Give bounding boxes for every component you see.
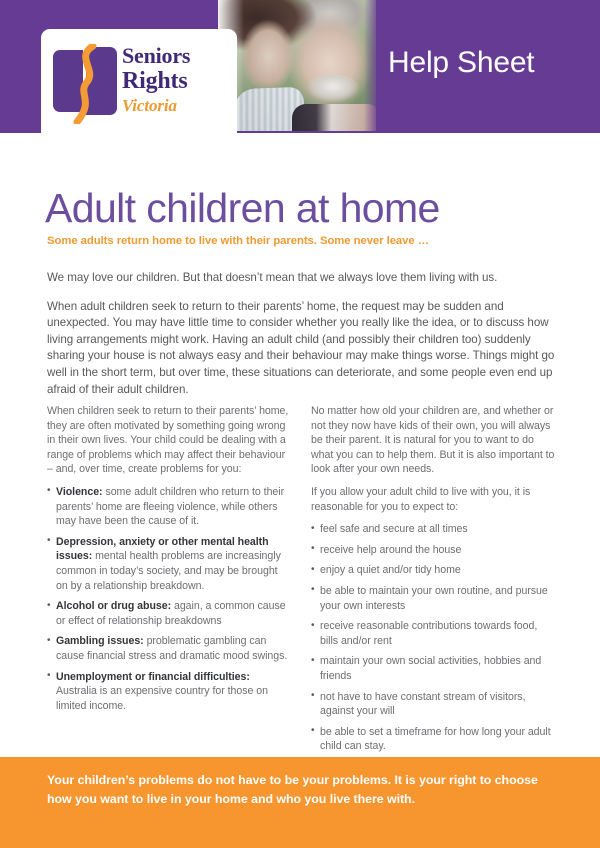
two-column-section xyxy=(47,404,555,760)
left-column-list xyxy=(47,485,291,713)
list-item-text: again, a common cause or effect of relationship breakdowns xyxy=(56,600,286,627)
list-item-text: some adult children who return to their parents’ home are fleeing violence, while others may have been the cause of it. xyxy=(56,485,285,528)
right-column-list xyxy=(311,522,555,754)
list-item xyxy=(47,535,291,593)
intro-section xyxy=(47,270,555,410)
logo-wave-icon xyxy=(67,44,103,124)
list-item: • not have to have constant stream of visitors, against your will xyxy=(311,690,555,719)
header-band xyxy=(0,0,600,133)
list-item-term: Unemployment or financial difficulties: xyxy=(56,670,250,683)
logo-line-victoria: Victoria xyxy=(122,96,177,115)
list-item: • be able to maintain your own routine, and pursue your own interests xyxy=(311,584,555,613)
right-column xyxy=(311,404,555,760)
page-kicker: Some adults return home to live with their parents. Some never leave … xyxy=(47,235,429,247)
logo-line-rights: Rights xyxy=(122,68,188,94)
list-item: • be able to set a timeframe for how long your adult child can stay. xyxy=(311,725,555,754)
footer-message: Your children’s problems do not have to be your problems. It is your right to choose how you want to live in your home and who you live there with. xyxy=(47,773,538,806)
list-item-text: Australia is an expensive country for those on limited income. xyxy=(56,685,268,712)
intro-paragraph: When adult children seek to return to their parents’ home, the request may be sudden and unexpected. You may have little time to consider whether you really like the idea, or to discuss how living arrangements might work. Having an adult child (and possibly their children too) suddenly sharing your house is not always easy and their behaviour may make things worse. Things might go well in the short term, but over time, these situations can deteriorate, and some people even end up afraid of their adult children. xyxy=(47,299,555,396)
seniors-rights-logo-icon xyxy=(53,47,117,119)
logo-card xyxy=(41,29,237,133)
logo-wordmark xyxy=(122,45,232,116)
intro-paragraph: We may love our children. But that doesn’t mean that we always love them living with us. xyxy=(47,271,498,284)
list-item: • enjoy a quiet and/or tidy home xyxy=(311,563,555,578)
list-item xyxy=(47,485,291,529)
logo-line-seniors: Seniors xyxy=(122,43,191,68)
list-item-text: problematic gambling can cause financial stress and dramatic mood swings. xyxy=(56,635,288,662)
list-item: • feel safe and secure at all times xyxy=(311,522,555,537)
list-item: • maintain your own social activities, hobbies and friends xyxy=(311,654,555,683)
list-item xyxy=(47,670,291,714)
photo-fade-right xyxy=(364,0,376,131)
list-item-term: Depression, anxiety or other mental health issues: xyxy=(56,535,269,563)
list-item: • receive help around the house xyxy=(311,543,555,558)
list-item: • receive reasonable contributions towards food, bills and/or rent xyxy=(311,619,555,648)
right-column-lead-1: No matter how old your children are, and whether or not they now have kids of their own, you will always be their parent. It is natural for you to want to do what you can to help them. But it is also important to look after your own needs. xyxy=(311,405,555,476)
page-title: Adult children at home xyxy=(45,185,440,232)
list-item xyxy=(47,634,291,663)
list-item-term: Gambling issues: xyxy=(56,635,144,648)
header-photo xyxy=(218,0,376,131)
left-column xyxy=(47,404,291,760)
footer-band xyxy=(0,757,600,848)
right-column-lead-2: If you allow your adult child to live with you, it is reasonable for you to expect to: xyxy=(311,485,531,513)
list-item-term: Alcohol or drug abuse: xyxy=(56,600,172,613)
help-sheet-label: Help Sheet xyxy=(388,46,535,79)
left-column-lead: When children seek to return to their parents’ home, they are often motivated by something going wrong in their own lives. Your child could be dealing with a range of problems which may affect their behaviour – and, over time, create problems for you: xyxy=(47,405,289,476)
list-item xyxy=(47,599,291,628)
list-item-term: Violence: xyxy=(56,485,103,498)
list-item-text: mental health problems are increasingly common in today’s society, and may be brought on by a relationship breakdown. xyxy=(56,550,281,592)
